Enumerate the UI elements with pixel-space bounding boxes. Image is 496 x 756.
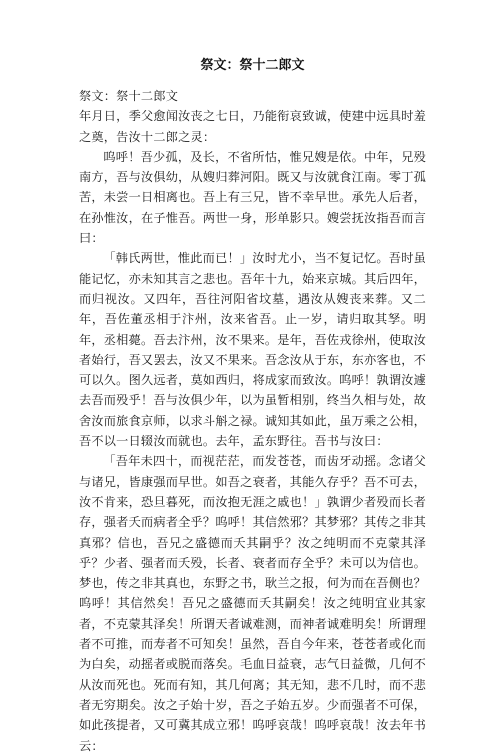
- body-paragraph: 呜呼！吾少孤，及长，不省所怙，惟兄嫂是依。中年，兄殁南方，吾与汝俱幼，从嫂归葬河阳。既又与汝就食江南。零丁孤苦，未尝一日相离也。吾上有三兄，皆不幸早世。承先人后者，在孙惟汝，在子惟吾。两世一身，形单影只。嫂尝抚汝指吾而言曰：: [79, 149, 426, 246]
- body-paragraph: 「韩氏两世，惟此而已！」汝时尤小，当不复记忆。吾时虽能记忆，亦未知其言之悲也。吾年十九，始来京城。其后四年，而归视汝。又四年，吾往河阳省坟墓，遇汝从嫂丧来葬。又二年，吾佐董丞相于汴州，汝来省吾。止一岁，请归取其孥。明年，丞相薨。吾去汴州，汝不果来。是年，吾佐戎徐州，使取汝者始行，吾又罢去，汝又不果来。吾念汝从于东，东亦客也，不可以久。图久远者，莫如西归，将成家而致汝。呜呼！孰谓汝遽去吾而殁乎！吾与汝俱少年，以为虽暂相别，终当久相与处，故舍汝而旅食京师，以求斗斛之禄。诚知其如此，虽万乘之公相，吾不以一日辍汝而就也。去年，孟东野往。吾书与汝曰：: [79, 251, 426, 449]
- body-paragraph: 「吾年未四十，而视茫茫，而发苍苍，而齿牙动摇。念诸父与诸兄，皆康强而早世。如吾之衰者，其能久存乎？吾不可去，汝不肯来，恐旦暮死，而汝抱无涯之戚也！」孰谓少者殁而长者存，强者夭而病者全乎？呜呼！其信然邪？其梦邪？其传之非其真邪？信也，吾兄之盛德而夭其嗣乎？汝之纯明而不克蒙其泽乎？少者、强者而夭殁，长者、衰者而存全乎？未可以为信也。梦也，传之非其真也，东野之书，耿兰之报，何为而在吾侧也？呜呼！其信然矣！吾兄之盛德而夭其嗣矣！汝之纯明宜业其家者，不克蒙其泽矣！所谓天者诚难测，而神者诚难明矣！所谓理者不可推，而寿者不可知矣！虽然，吾自今年来，苍苍者或化而为白矣，动摇者或脱而落矣。毛血日益衰，志气日益微，几何不从汝而死也。死而有知，其几何离；其无知，悲不几时，而不悲者无穷期矣。汝之子始十岁，吾之子始五岁。少而强者不可保，如此孩提者，又可冀其成立邪！呜呼哀哉！呜呼哀哉！汝去年书云：: [79, 454, 426, 753]
- document-title: 祭文：祭十二郎文: [200, 58, 305, 73]
- subtitle-paragraph: 祭文：祭十二郎文: [79, 89, 179, 103]
- opening-paragraph: 年月日，季父愈闻汝丧之七日，乃能衔哀致诚，使建中远具时羞之奠，告汝十二郎之灵：: [79, 109, 426, 144]
